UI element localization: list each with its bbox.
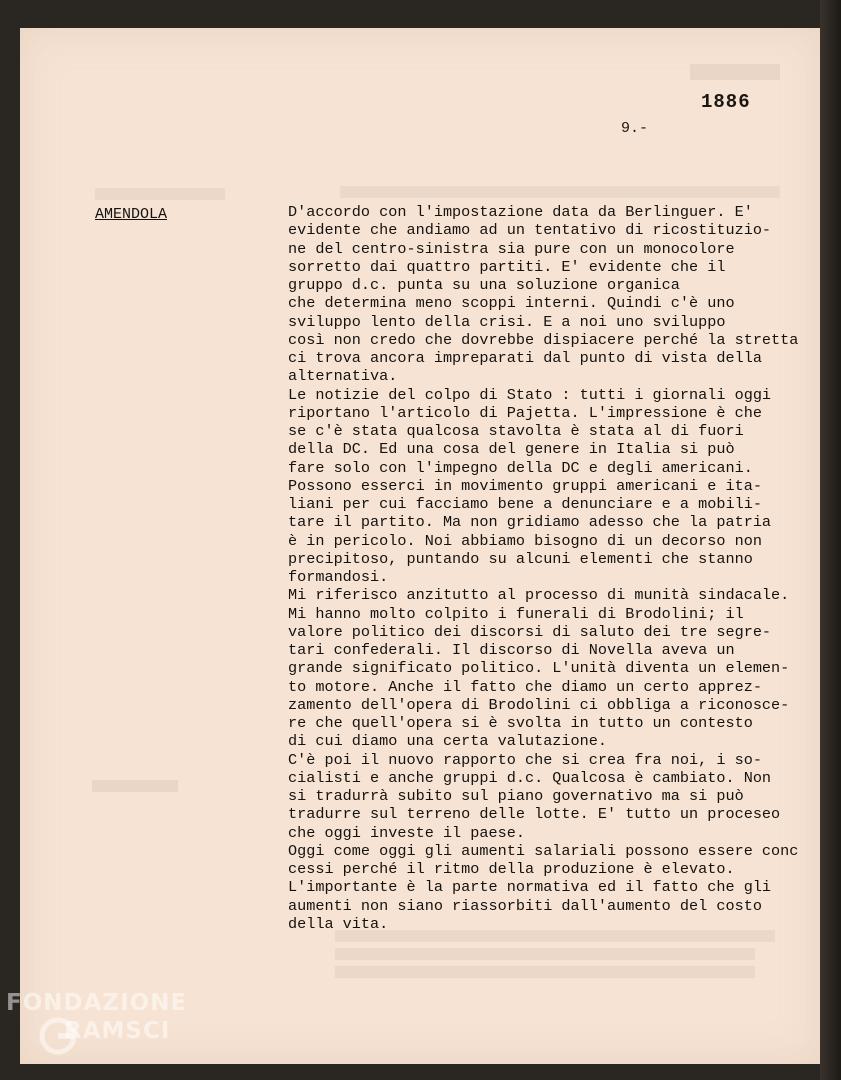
transcript-line: formandosi. [288,568,389,586]
transcript-line: L'importante è la parte normativa ed il fatto che gli [288,878,772,897]
transcript-line: Le notizie del colpo di Stato : tutti i giornali oggi [288,385,772,404]
transcript-line: ne del centro-sinistra sia pure con un monocolore [288,239,735,258]
transcript-line: della DC. Ed una cosa del genere in Italia si può [288,440,735,459]
transcript-line: fare solo con l'impegno della DC e degli americani. [288,458,753,477]
section-number: 9.- [621,120,649,137]
transcript-line: della vita. [288,914,389,933]
transcript-line: di cui diamo una certa valutazione. [288,732,607,751]
transcript-line: ci trova ancora impreparati dal punto di vista della [288,349,762,367]
transcript-line: sorretto dai quattro partiti. E' evidente che il [288,257,726,276]
transcript-line: che oggi investe il paese. [288,823,525,842]
transcript-line: cialisti e anche gruppi d.c. Qualcosa è cambiato. Non [288,768,772,787]
transcript-line: alternativa. [288,367,398,386]
transcript-line: tradurre sul terreno delle lotte. E' tutto un proceseo [288,805,781,824]
bleed-through-shadow [335,948,755,960]
transcript-line: se c'è stata qualcosa stavolta è stata al di fuori [288,422,744,440]
watermark-line-1: FONDAZIONE [6,990,188,1016]
page-number: 1886 [701,91,751,113]
transcript-line: tare il partito. Ma non gridiamo adesso che la patria [288,513,772,532]
transcript-line: sviluppo lento della crisi. E a noi uno sviluppo [288,312,726,331]
bleed-through-shadow [95,188,225,200]
transcript-line: zamento dell'opera di Brodolini ci obbliga a riconosce- [288,695,790,714]
transcript-line: precipitoso, puntando su alcuni elementi che stanno [288,549,753,568]
bleed-through-shadow [335,966,755,978]
transcript-line: tari confederali. Il discorso di Novella aveva un [288,641,735,659]
bleed-through-shadow [340,186,780,198]
transcript-body [288,203,828,933]
transcript-line: si tradurrà subito sul piano governativo ma si può [288,787,744,805]
bleed-through-shadow [690,64,780,80]
transcript-line: C'è poi il nuovo rapporto che si crea fra noi, i so- [288,750,762,769]
transcript-line: gruppo d.c. punta su una soluzione organica [288,276,680,294]
transcript-line: Oggi come oggi gli aumenti salariali possono essere conc [288,841,799,860]
transcript-line: valore politico dei discorsi di saluto dei tre segre- [288,622,772,641]
transcript-line: che determina meno scoppi interni. Quindi c'è uno [288,294,735,313]
transcript-line: così non credo che dovrebbe dispiacere perché la stretta [288,330,799,349]
transcript-line: Possono esserci in movimento gruppi americani e ita- [288,476,762,495]
transcript-line: aumenti non siano riassorbiti dall'aumento del costo [288,896,762,915]
transcript-line: riportano l'articolo di Pajetta. L'impressione è che [288,403,762,422]
transcript-line: cessi perché il ritmo della produzione è elevato. [288,860,735,878]
watermark-line-2: RAMSCI [64,1018,171,1044]
transcript-line: D'accordo con l'impostazione data da Berlinguer. E' [288,203,753,221]
transcript-line: re che quell'opera si è svolta in tutto un contesto [288,714,753,732]
transcript-line: liani per cui facciamo bene a denunciare e a mobili- [288,495,762,513]
archive-watermark [6,988,216,1060]
transcript-line: Mi hanno molto colpito i funerali di Brodolini; il [288,604,744,623]
transcript-line: grande significato politico. L'unità diventa un elemen- [288,659,790,678]
bleed-through-shadow [92,780,178,792]
transcript-line: to motore. Anche il fatto che diamo un certo apprez- [288,677,762,696]
speaker-name: AMENDOLA [95,206,168,223]
transcript-line: evidente che andiamo ad un tentativo di ricostituzio- [288,221,772,240]
transcript-line: è in pericolo. Noi abbiamo bisogno di un decorso non [288,531,762,550]
transcript-line: Mi riferisco anzitutto al processo di munità sindacale. [288,586,790,605]
